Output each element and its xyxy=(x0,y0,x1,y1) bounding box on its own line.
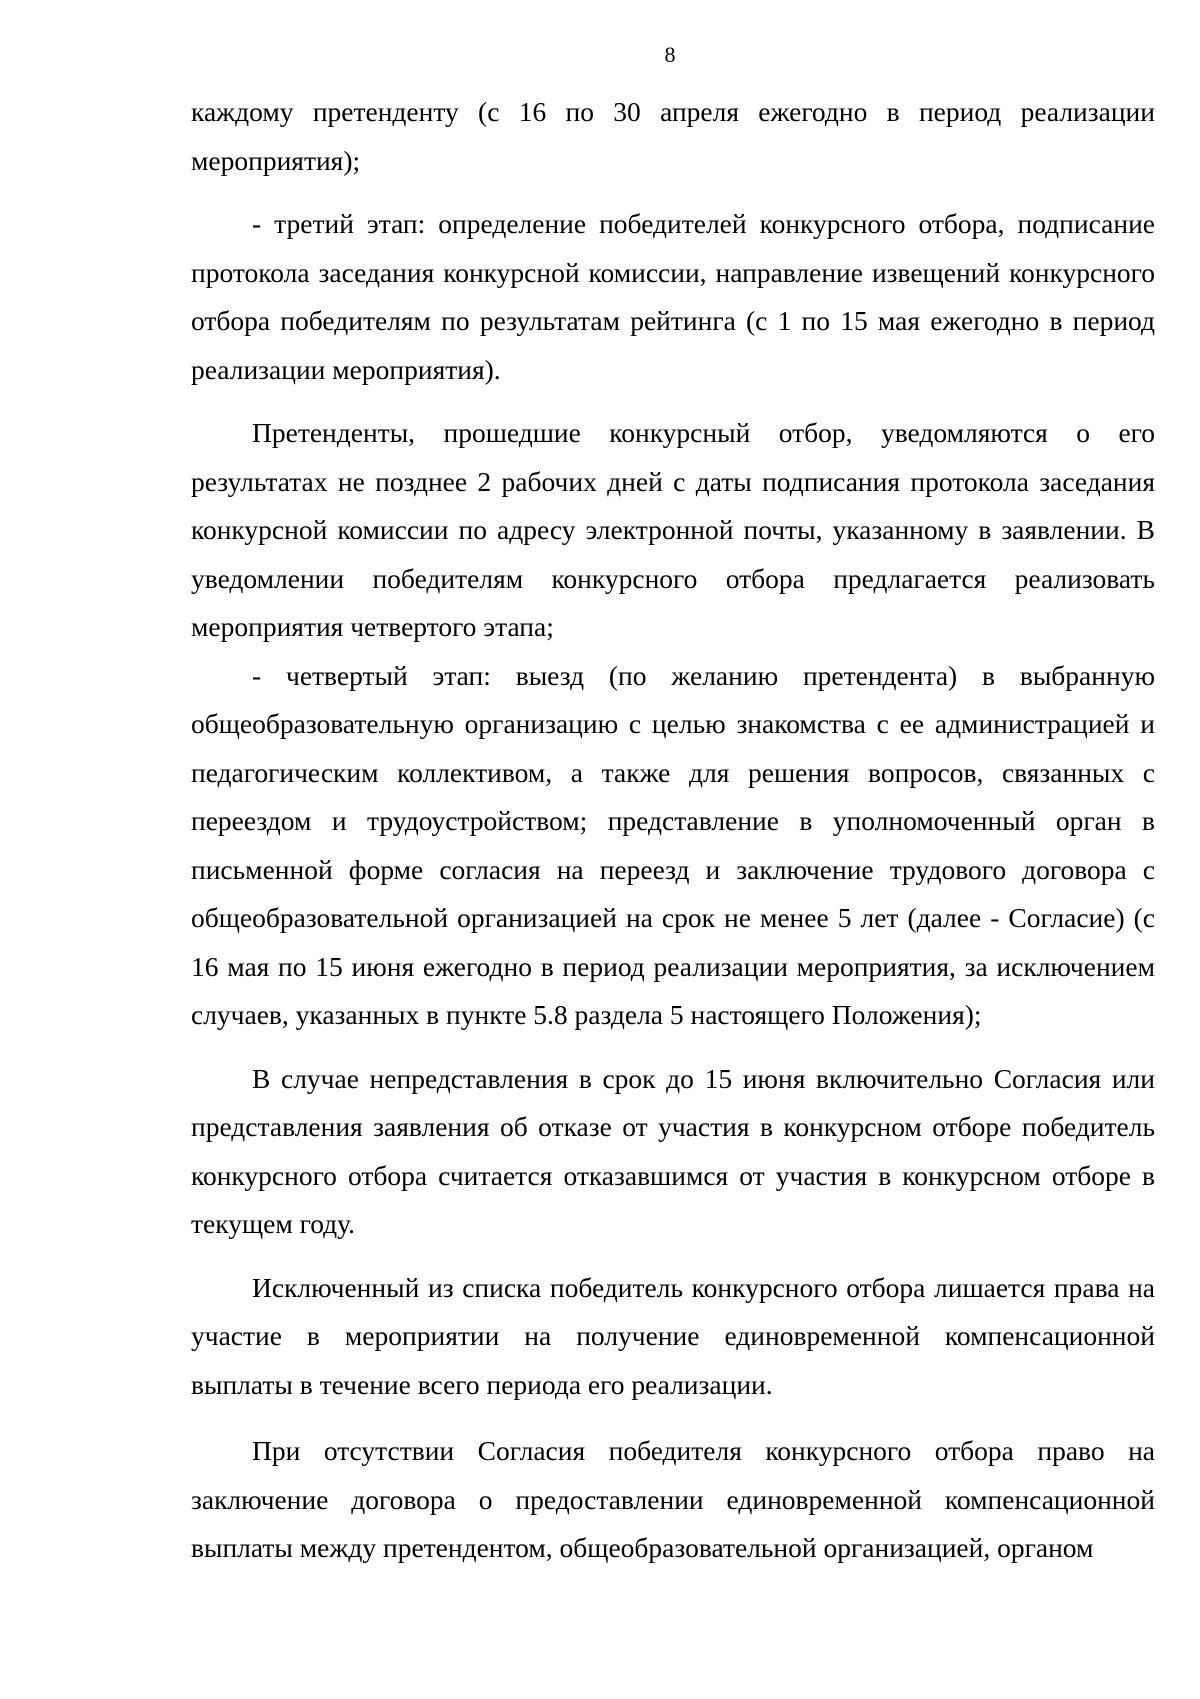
paragraph-excluded-winner: Исключенный из списка победитель конкурсного отбора лишается права на участие в мероприятии на получение единовременной компенсационной выплаты в течение всего периода его реализации. xyxy=(191,1271,1155,1400)
paragraph-non-submission: В случае непредставления в срок до 15 июня включительно Согласия или представления заявления об отказе от участия в конкурсном отборе победитель конкурсного отбора считается отказавшимся от участия в конкурсном отборе в текущем году. xyxy=(191,1062,1155,1239)
page-number: 8 xyxy=(664,42,676,67)
document-body xyxy=(191,88,1155,1573)
paragraph-continuation: каждому претенденту (с 16 по 30 апреля ежегодно в период реализации мероприятия); xyxy=(191,96,1155,176)
paragraph-absence-of-consent: При отсутствии Согласия победителя конкурсного отбора право на заключение договора о предоставлении единовременной компенсационной выплаты между претендентом, общеобразовательной организацией, органом xyxy=(191,1435,1155,1563)
paragraph-notification: Претенденты, прошедшие конкурсный отбор, уведомляются о его результатах не позднее 2 рабочих дней с даты подписания протокола заседания конкурсной комиссии по адресу электронной почты, указанному в заявлении. В уведомлении победителям конкурсного отбора предлагается реализовать мероприятия четвертого этапа; xyxy=(191,417,1155,642)
paragraph-third-stage: - третий этап: определение победителей конкурсного отбора, подписание протокола заседания конкурсной комиссии, направление извещений конкурсного отбора победителям по результатам рейтинга (с 1 по 15 мая ежегодно в период реализации мероприятия). xyxy=(191,208,1155,385)
paragraph-fourth-stage: - четвертый этап: выезд (по желанию претендента) в выбранную общеобразовательную организацию с целью знакомства с ее администрацией и педагогическим коллективом, а также для решения вопросов, связанных с переездом и трудоустройством; представление в уполномоченный орган в письменной форме согласия на переезд и заключение трудового договора с общеобразовательной организацией на срок не менее 5 лет (далее - Согласие) (с 16 мая по 15 июня ежегодно в период реализации мероприятия, за исключением случаев, указанных в пункте 5.8 раздела 5 настоящего Положения); xyxy=(191,659,1155,1030)
